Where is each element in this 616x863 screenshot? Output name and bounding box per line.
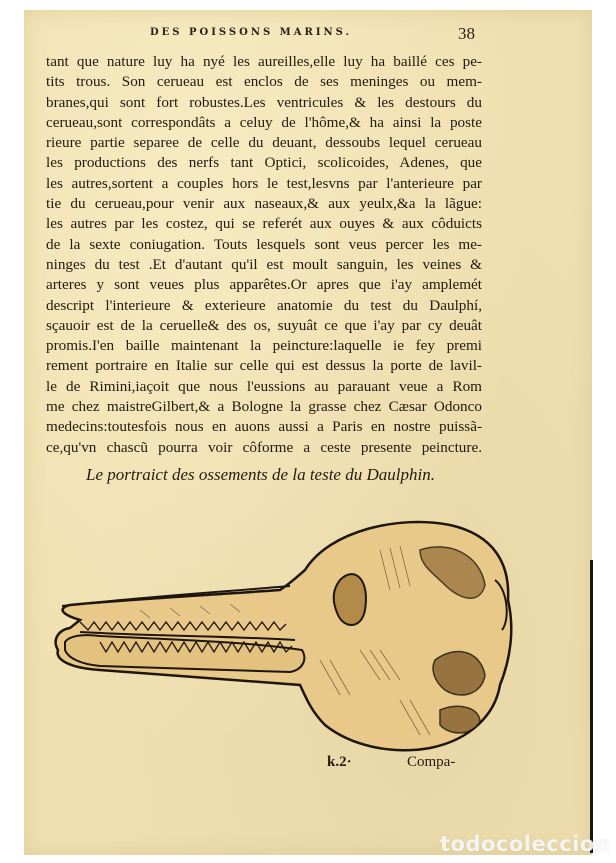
figure-caption: Le portraict des ossements de la teste du Daulphin. <box>86 465 435 484</box>
text-line: les autres par les costez, qui se referét aux ouyes & aux côduicts <box>46 215 482 233</box>
text-line: promis.I'en baille maintenant la peincture:laquelle ie fey premi <box>46 337 482 355</box>
page-number: 38 <box>458 24 475 43</box>
text-line: le de Rimini,iaçoit que nous l'eussions au parauant veue a Rom <box>46 377 482 395</box>
text-line: sçauoir est de la ceruelle& des os, suyuât ce que i'ay par cy deuât <box>46 316 482 334</box>
text-line: les autres,sortent a couples hors le test,lesvns par l'anterieure par <box>46 174 482 192</box>
catchword: Compa- <box>407 754 456 770</box>
text-line: rement portraire en Italie sur celle qui est dessus la porte de lavil- <box>46 357 482 375</box>
text-line: tant que nature luy ha nyé les aureilles,elle luy ha baillé ces pe- <box>46 53 482 70</box>
dolphin-skull-illustration <box>40 510 550 755</box>
running-head: DES POISSONS MARINS. <box>150 27 352 38</box>
text-line: de la sexte coniugation. Touts lesquels sont veus percer les me- <box>46 235 482 253</box>
text-line: arteres y sont veues plus apparêtes.Or apres que i'ay amplemét <box>46 276 482 294</box>
page-edge-shadow <box>590 560 593 853</box>
text-line: les productions des nerfs tant Optici, scolicoides, Adenes, que <box>46 154 482 172</box>
body-text <box>46 52 482 458</box>
text-line: tie du cerueau,pour venir aux naseaux,& aux yeulx,&a la lãgue: <box>46 195 482 213</box>
text-line: tits trous. Son cerueau est enclos de ses meninges ou mem- <box>46 73 482 91</box>
text-line: descript l'interieure & exterieure anatomie du test du Daulphí, <box>46 296 482 314</box>
text-line: medecins:toutesfois nous en auons aussi a Paris en nostre puissã- <box>46 418 482 436</box>
text-line: branes,qui sont fort robustes.Les ventricules & les destours du <box>46 93 482 111</box>
text-line: rieure partie separee de celle du deuant, dessoubs lequel cerueau <box>46 134 482 152</box>
text-line: ninges du test .Et d'autant qu'il est moult sanguin, les veines & <box>46 255 482 273</box>
signature-mark: k.2· <box>327 754 352 770</box>
text-line: me chez maistreGilbert,& a Bologne la grasse chez Cæsar Odonco <box>46 398 482 416</box>
text-line: ce,qu'vn chascũ pourra voir côforme a ceste presente peincture. <box>46 438 482 456</box>
text-line: cerueau,sont correspondâts a celuy de l'hôme,& ha ainsi la poste <box>46 113 482 131</box>
watermark-logo: todocoleccion <box>440 832 611 856</box>
